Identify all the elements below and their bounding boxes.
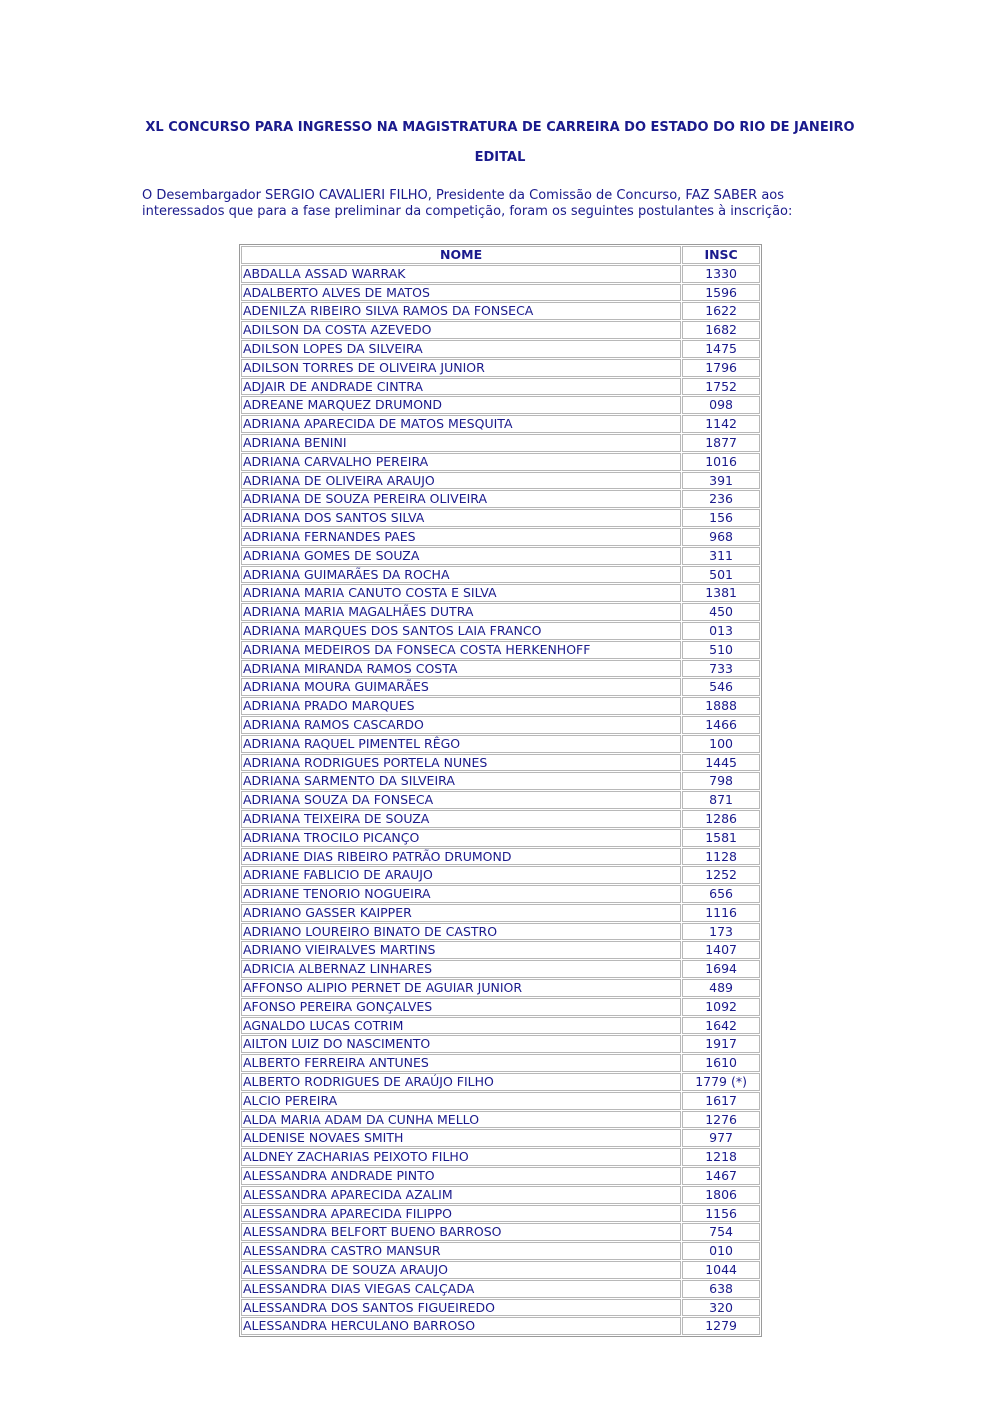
table-row <box>241 415 760 433</box>
table-row <box>241 641 760 659</box>
candidate-insc: 1610 <box>682 1054 760 1072</box>
candidate-name: ALESSANDRA ANDRADE PINTO <box>241 1167 681 1185</box>
candidate-insc: 656 <box>682 885 760 903</box>
table-row <box>241 1261 760 1279</box>
table-row <box>241 265 760 283</box>
table-row <box>241 960 760 978</box>
candidate-name: ADRIANA SARMENTO DA SILVEIRA <box>241 772 681 790</box>
table-row <box>241 603 760 621</box>
candidate-insc: 1877 <box>682 434 760 452</box>
candidate-name: ADJAIR DE ANDRADE CINTRA <box>241 378 681 396</box>
candidate-name: ALCIO PEREIRA <box>241 1092 681 1110</box>
candidate-insc: 501 <box>682 566 760 584</box>
table-row <box>241 1092 760 1110</box>
candidate-name: ALESSANDRA BELFORT BUENO BARROSO <box>241 1223 681 1241</box>
candidate-insc: 968 <box>682 528 760 546</box>
table-row <box>241 697 760 715</box>
candidate-insc: 311 <box>682 547 760 565</box>
candidate-insc: 1682 <box>682 321 760 339</box>
candidate-insc: 1466 <box>682 716 760 734</box>
table-row <box>241 791 760 809</box>
candidate-insc: 733 <box>682 660 760 678</box>
table-row <box>241 490 760 508</box>
candidate-insc: 1381 <box>682 584 760 602</box>
table-row <box>241 509 760 527</box>
candidate-name: ADILSON LOPES DA SILVEIRA <box>241 340 681 358</box>
table-row <box>241 1129 760 1147</box>
candidate-insc: 798 <box>682 772 760 790</box>
table-row <box>241 678 760 696</box>
candidate-name: ADRIANE FABLICIO DE ARAUJO <box>241 866 681 884</box>
candidate-insc: 156 <box>682 509 760 527</box>
table-row <box>241 321 760 339</box>
table-row <box>241 434 760 452</box>
candidate-insc: 1796 <box>682 359 760 377</box>
candidate-name: ALESSANDRA APARECIDA FILIPPO <box>241 1205 681 1223</box>
table-row <box>241 584 760 602</box>
table-row <box>241 1111 760 1129</box>
candidate-name: ADRIANA MEDEIROS DA FONSECA COSTA HERKENHOFF <box>241 641 681 659</box>
table-row <box>241 622 760 640</box>
candidate-insc: 1044 <box>682 1261 760 1279</box>
candidates-table <box>239 244 762 1337</box>
candidate-insc: 391 <box>682 472 760 490</box>
candidate-name: ADRIANA RODRIGUES PORTELA NUNES <box>241 754 681 772</box>
candidate-name: ADRIANA GUIMARÃES DA ROCHA <box>241 566 681 584</box>
candidate-insc: 1475 <box>682 340 760 358</box>
table-body <box>241 265 760 1335</box>
candidate-insc: 510 <box>682 641 760 659</box>
table-row <box>241 1073 760 1091</box>
table-row <box>241 1205 760 1223</box>
table-row <box>241 1017 760 1035</box>
table-row <box>241 1299 760 1317</box>
table-row <box>241 885 760 903</box>
candidate-insc: 450 <box>682 603 760 621</box>
candidate-name: ADILSON TORRES DE OLIVEIRA JUNIOR <box>241 359 681 377</box>
table-row <box>241 472 760 490</box>
table-row <box>241 904 760 922</box>
candidate-name: ADRIANA BENINI <box>241 434 681 452</box>
candidate-insc: 010 <box>682 1242 760 1260</box>
candidate-insc: 1016 <box>682 453 760 471</box>
candidate-name: ADRIANE TENORIO NOGUEIRA <box>241 885 681 903</box>
candidate-insc: 1581 <box>682 829 760 847</box>
candidate-name: ADRIANA TEIXEIRA DE SOUZA <box>241 810 681 828</box>
candidate-name: ALESSANDRA CASTRO MANSUR <box>241 1242 681 1260</box>
candidate-insc: 1596 <box>682 284 760 302</box>
table-row <box>241 302 760 320</box>
table-row <box>241 1054 760 1072</box>
candidate-name: ADRIANA MARIA MAGALHÃES DUTRA <box>241 603 681 621</box>
candidate-insc: 1156 <box>682 1205 760 1223</box>
table-row <box>241 998 760 1016</box>
candidate-name: ADENILZA RIBEIRO SILVA RAMOS DA FONSECA <box>241 302 681 320</box>
table-row <box>241 528 760 546</box>
candidate-name: AFFONSO ALIPIO PERNET DE AGUIAR JUNIOR <box>241 979 681 997</box>
candidate-insc: 546 <box>682 678 760 696</box>
candidate-name: ALESSANDRA DIAS VIEGAS CALÇADA <box>241 1280 681 1298</box>
table-row <box>241 378 760 396</box>
candidate-name: ABDALLA ASSAD WARRAK <box>241 265 681 283</box>
candidate-name: ADRIANA TROCILO PICANÇO <box>241 829 681 847</box>
candidate-insc: 1694 <box>682 960 760 978</box>
candidate-insc: 1330 <box>682 265 760 283</box>
candidate-name: AGNALDO LUCAS COTRIM <box>241 1017 681 1035</box>
candidate-name: ADRIANA PRADO MARQUES <box>241 697 681 715</box>
table-row <box>241 923 760 941</box>
candidate-name: ALESSANDRA DOS SANTOS FIGUEIREDO <box>241 1299 681 1317</box>
candidate-name: ADRIANA DE SOUZA PEREIRA OLIVEIRA <box>241 490 681 508</box>
table-row <box>241 810 760 828</box>
candidate-name: AILTON LUIZ DO NASCIMENTO <box>241 1035 681 1053</box>
document-subtitle: EDITAL <box>474 150 526 165</box>
candidate-insc: 013 <box>682 622 760 640</box>
candidate-insc: 1445 <box>682 754 760 772</box>
candidate-name: ALDNEY ZACHARIAS PEIXOTO FILHO <box>241 1148 681 1166</box>
candidate-name: ADRIANA MIRANDA RAMOS COSTA <box>241 660 681 678</box>
candidate-insc: 1276 <box>682 1111 760 1129</box>
table-row <box>241 716 760 734</box>
intro-paragraph: O Desembargador SERGIO CAVALIERI FILHO, Presidente da Comissão de Concurso, FAZ SABER aos interessados que para a fase preliminar da competição, foram os seguintes postulantes à inscrição: <box>142 188 793 219</box>
candidate-name: AFONSO PEREIRA GONÇALVES <box>241 998 681 1016</box>
candidate-name: ADRIANA APARECIDA DE MATOS MESQUITA <box>241 415 681 433</box>
table-row <box>241 866 760 884</box>
candidate-insc: 1779 (*) <box>682 1073 760 1091</box>
column-header-insc: INSC <box>682 246 760 264</box>
table-row <box>241 660 760 678</box>
candidate-insc: 1407 <box>682 941 760 959</box>
table-row <box>241 284 760 302</box>
table-header-row <box>241 246 760 264</box>
table-row <box>241 754 760 772</box>
candidate-insc: 1806 <box>682 1186 760 1204</box>
candidate-insc: 977 <box>682 1129 760 1147</box>
table-row <box>241 566 760 584</box>
table-row <box>241 547 760 565</box>
candidate-insc: 1642 <box>682 1017 760 1035</box>
candidate-insc: 1752 <box>682 378 760 396</box>
candidate-name: ADRIANA DE OLIVEIRA ARAUJO <box>241 472 681 490</box>
candidate-name: ALBERTO FERREIRA ANTUNES <box>241 1054 681 1072</box>
candidate-insc: 1128 <box>682 848 760 866</box>
candidate-name: ADRIANO GASSER KAIPPER <box>241 904 681 922</box>
candidate-insc: 1467 <box>682 1167 760 1185</box>
candidate-insc: 638 <box>682 1280 760 1298</box>
candidate-insc: 1116 <box>682 904 760 922</box>
table-row <box>241 453 760 471</box>
candidate-insc: 236 <box>682 490 760 508</box>
candidate-name: ADRIANO VIEIRALVES MARTINS <box>241 941 681 959</box>
candidate-insc: 1252 <box>682 866 760 884</box>
candidate-name: ADRIANE DIAS RIBEIRO PATRÃO DRUMOND <box>241 848 681 866</box>
candidate-name: ADRIANA SOUZA DA FONSECA <box>241 791 681 809</box>
candidate-name: ADRIANA MARQUES DOS SANTOS LAIA FRANCO <box>241 622 681 640</box>
candidate-insc: 100 <box>682 735 760 753</box>
candidate-name: ADRIANA MOURA GUIMARÃES <box>241 678 681 696</box>
candidate-insc: 320 <box>682 1299 760 1317</box>
candidate-insc: 1888 <box>682 697 760 715</box>
table-row <box>241 1167 760 1185</box>
candidate-name: ALESSANDRA APARECIDA AZALIM <box>241 1186 681 1204</box>
table-row <box>241 829 760 847</box>
table-row <box>241 1280 760 1298</box>
candidate-name: ALBERTO RODRIGUES DE ARAÚJO FILHO <box>241 1073 681 1091</box>
candidate-insc: 1218 <box>682 1148 760 1166</box>
candidate-insc: 871 <box>682 791 760 809</box>
table-row <box>241 1223 760 1241</box>
table-row <box>241 1317 760 1335</box>
candidate-insc: 754 <box>682 1223 760 1241</box>
table-row <box>241 396 760 414</box>
candidate-insc: 1142 <box>682 415 760 433</box>
candidate-insc: 489 <box>682 979 760 997</box>
candidate-name: ALESSANDRA HERCULANO BARROSO <box>241 1317 681 1335</box>
candidate-name: ALESSANDRA DE SOUZA ARAUJO <box>241 1261 681 1279</box>
candidate-name: ALDENISE NOVAES SMITH <box>241 1129 681 1147</box>
table-row <box>241 941 760 959</box>
candidate-insc: 1092 <box>682 998 760 1016</box>
table-row <box>241 848 760 866</box>
table-row <box>241 1242 760 1260</box>
candidate-name: ADRIANA RAMOS CASCARDO <box>241 716 681 734</box>
candidate-name: ADALBERTO ALVES DE MATOS <box>241 284 681 302</box>
table-row <box>241 1035 760 1053</box>
candidate-name: ADRICIA ALBERNAZ LINHARES <box>241 960 681 978</box>
table-row <box>241 979 760 997</box>
candidate-name: ADRIANA CARVALHO PEREIRA <box>241 453 681 471</box>
candidate-name: ADRIANA RAQUEL PIMENTEL RÊGO <box>241 735 681 753</box>
candidate-insc: 1617 <box>682 1092 760 1110</box>
table-row <box>241 340 760 358</box>
candidate-name: ADRIANA GOMES DE SOUZA <box>241 547 681 565</box>
column-header-nome: NOME <box>241 246 681 264</box>
candidate-name: ADILSON DA COSTA AZEVEDO <box>241 321 681 339</box>
candidate-insc: 173 <box>682 923 760 941</box>
candidate-name: ADRIANA DOS SANTOS SILVA <box>241 509 681 527</box>
candidate-name: ADRIANA MARIA CANUTO COSTA E SILVA <box>241 584 681 602</box>
table-row <box>241 1186 760 1204</box>
table-row <box>241 735 760 753</box>
candidate-name: ADRIANA FERNANDES PAES <box>241 528 681 546</box>
candidate-name: ALDA MARIA ADAM DA CUNHA MELLO <box>241 1111 681 1129</box>
document-title: XL CONCURSO PARA INGRESSO NA MAGISTRATURA DE CARREIRA DO ESTADO DO RIO DE JANEIRO <box>145 120 855 135</box>
candidate-insc: 1286 <box>682 810 760 828</box>
candidate-insc: 1279 <box>682 1317 760 1335</box>
candidate-name: ADREANE MARQUEZ DRUMOND <box>241 396 681 414</box>
candidate-name: ADRIANO LOUREIRO BINATO DE CASTRO <box>241 923 681 941</box>
table-row <box>241 1148 760 1166</box>
candidate-insc: 1622 <box>682 302 760 320</box>
table-row <box>241 359 760 377</box>
table-row <box>241 772 760 790</box>
candidate-insc: 1917 <box>682 1035 760 1053</box>
candidate-insc: 098 <box>682 396 760 414</box>
